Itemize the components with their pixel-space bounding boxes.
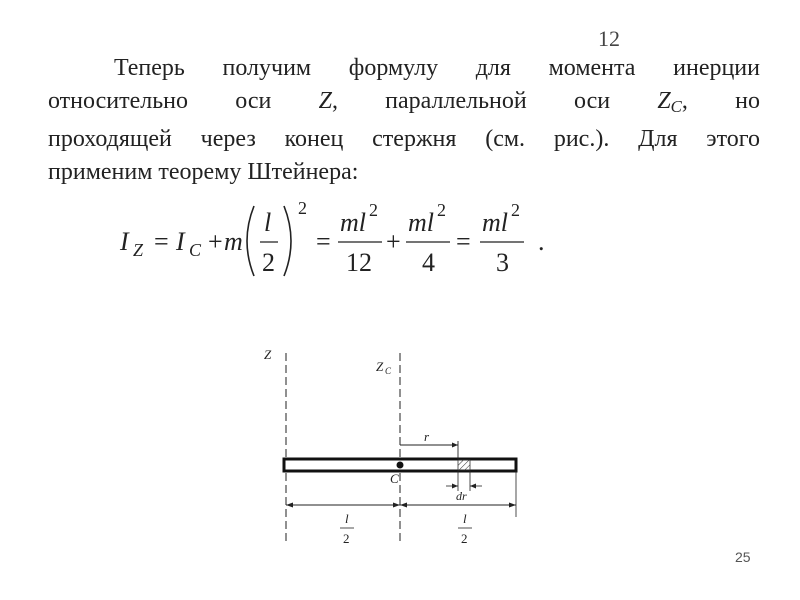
word: Для [638, 126, 678, 153]
formula-I: I [176, 227, 185, 256]
word: рис.). [553, 126, 610, 153]
paragraph-line-2 [48, 85, 760, 123]
paragraph-line-4: применим теорему Штейнера: [48, 159, 359, 186]
formula-m: m [224, 227, 243, 256]
axis-z-label: Z [264, 347, 272, 362]
formula-ml: ml [408, 208, 434, 237]
word: через [200, 126, 256, 153]
paragraph [48, 52, 760, 189]
paragraph-line-1 [48, 52, 760, 85]
formula-square: 2 [298, 198, 307, 218]
formula-eq: = [316, 227, 331, 256]
word: формулу [348, 55, 439, 81]
formula-den-12: 12 [346, 248, 372, 277]
r-label: r [424, 429, 430, 444]
dr-element [458, 460, 470, 470]
page-number: 25 [735, 549, 751, 565]
formula-I: I [120, 227, 129, 256]
word: получим [222, 55, 312, 81]
formula-square: 2 [437, 200, 446, 220]
word: для [475, 55, 511, 81]
dim-right-num: l [463, 511, 467, 526]
axis-zc-label: Z [376, 359, 384, 374]
rod-figure [250, 345, 550, 555]
formula-eq: = [154, 227, 169, 256]
formula-plus: + [208, 227, 223, 256]
formula-two: 2 [262, 248, 275, 277]
formula-den-4: 4 [422, 248, 435, 277]
word: параллельной [385, 88, 527, 114]
word: стержня [372, 126, 457, 153]
right-paren [284, 206, 291, 276]
axis-zc-inline: $Z_C$, [657, 88, 688, 117]
steiner-formula [120, 198, 570, 288]
center-label: C [390, 471, 399, 486]
formula-period: . [538, 227, 545, 256]
dim-left-num: l [345, 511, 349, 526]
dim-left-den: 2 [343, 531, 350, 546]
formula-square: 2 [369, 200, 378, 220]
r-arrowhead [452, 443, 458, 448]
formula-den-3: 3 [496, 248, 509, 277]
dim-right-arrowhead-b [509, 503, 516, 508]
page-corner-mark: 12 [598, 26, 620, 46]
word: но [735, 88, 760, 114]
word: (см. [485, 126, 526, 153]
axis-zc-sub: C [385, 366, 392, 376]
paragraph-line-3 [48, 123, 760, 156]
formula-eq: = [456, 227, 471, 256]
dr-arrowhead-right [470, 484, 476, 489]
word: относительно [48, 88, 189, 114]
formula-l: l [264, 208, 272, 237]
word: оси [235, 88, 272, 114]
left-paren [247, 206, 254, 276]
formula-ml: ml [482, 208, 508, 237]
word: этого [706, 126, 760, 153]
formula-square: 2 [511, 200, 520, 220]
dim-right-arrowhead-a [400, 503, 407, 508]
axis-z-inline: Z, [318, 88, 338, 114]
dim-left-arrowhead-a [286, 503, 293, 508]
word: инерции [673, 55, 760, 81]
formula-sub-Z: Z [133, 240, 144, 260]
dr-arrowhead-left [452, 484, 458, 489]
word: Теперь [114, 55, 185, 81]
dim-right-den: 2 [461, 531, 468, 546]
word: конец [284, 126, 344, 153]
formula-sub-C: C [189, 240, 202, 260]
dr-label: dr [456, 489, 467, 503]
formula-ml: ml [340, 208, 366, 237]
center-point [397, 462, 404, 469]
dim-left-arrowhead-b [393, 503, 400, 508]
formula-plus: + [386, 227, 401, 256]
word: проходящей [48, 126, 172, 153]
word: оси [573, 88, 611, 114]
word: момента [548, 55, 636, 81]
